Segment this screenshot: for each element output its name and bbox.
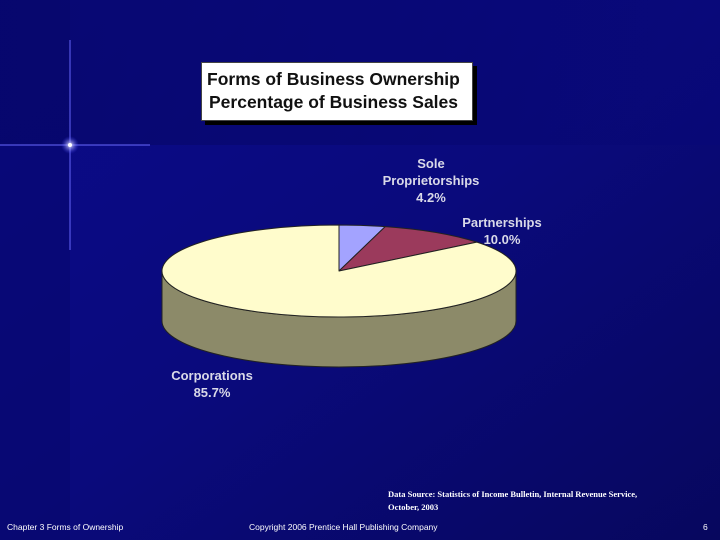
footer-copyright: Copyright 2006 Prentice Hall Publishing Company (249, 522, 438, 532)
label-sole-value: 4.2% (416, 190, 446, 205)
footer-page-number: 6 (703, 522, 708, 532)
label-corporations (158, 367, 266, 401)
label-partnerships-line-1: Partnerships (462, 215, 542, 230)
label-corporations-line-1: Corporations (171, 368, 253, 383)
chart-title-line-1: Forms of Business Ownership (207, 69, 460, 89)
label-corporations-value: 85.7% (193, 385, 231, 400)
label-sole-proprietorships (370, 155, 492, 206)
data-source-line-2: October, 2003 (388, 502, 439, 512)
label-partnerships (452, 214, 552, 248)
label-sole-line-1: Sole (417, 156, 445, 171)
data-source-line-1: Data Source: Statistics of Income Bulletin, Internal Revenue Service, (388, 489, 638, 499)
label-sole-line-2: Proprietorships (382, 173, 480, 188)
chart-title-line-2: Percentage of Business Sales (209, 92, 458, 112)
label-partnerships-value: 10.0% (483, 232, 521, 247)
footer-chapter: Chapter 3 Forms of Ownership (7, 522, 124, 532)
data-source-note (388, 488, 708, 514)
